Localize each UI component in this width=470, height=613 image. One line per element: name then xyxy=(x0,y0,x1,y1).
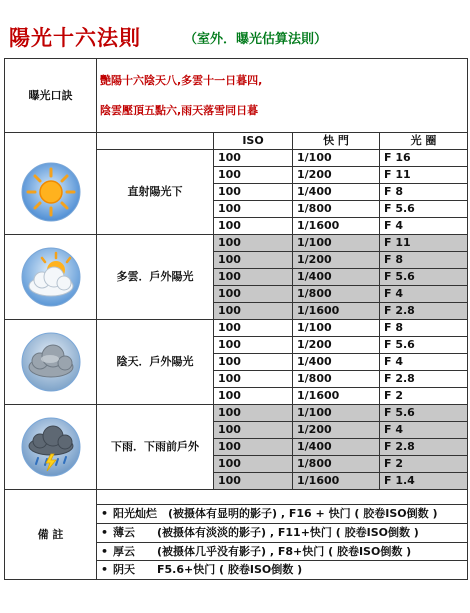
shutter-cell: 1/400 xyxy=(293,269,380,286)
aperture-cell: F 4 xyxy=(380,354,468,371)
shutter-cell: 1/200 xyxy=(293,252,380,269)
weather-cell xyxy=(5,320,97,405)
shutter-cell: 1/200 xyxy=(293,167,380,184)
note-item xyxy=(97,542,468,561)
shutter-cell: 1/200 xyxy=(293,337,380,354)
aperture-cell: F 2.8 xyxy=(380,439,468,456)
aperture-cell: F 8 xyxy=(380,320,468,337)
note-text: 阳光灿烂 (被摄体有显明的影子) , F16 + 快门 ( 胶卷ISO倒数 ) xyxy=(113,507,438,521)
aperture-cell: F 4 xyxy=(380,218,468,235)
note-spacer-row xyxy=(5,490,468,505)
aperture-cell: F 5.6 xyxy=(380,405,468,422)
iso-cell: 100 xyxy=(214,354,293,371)
partly-cloudy-icon xyxy=(5,246,96,308)
cloudy-icon xyxy=(5,331,96,393)
condition-label: 下雨．下雨前戶外 xyxy=(97,405,214,490)
aperture-cell: F 5.6 xyxy=(380,269,468,286)
bullet: • xyxy=(101,525,109,539)
column-header-aperture: 光 圈 xyxy=(380,133,468,150)
aperture-cell: F 2.8 xyxy=(380,303,468,320)
aperture-cell: F 5.6 xyxy=(380,201,468,218)
shutter-cell: 1/100 xyxy=(293,320,380,337)
shutter-cell: 1/1600 xyxy=(293,473,380,490)
weather-cell xyxy=(5,235,97,320)
page-title: 陽光十六法則 xyxy=(9,26,141,50)
iso-cell: 100 xyxy=(214,201,293,218)
shutter-cell: 1/200 xyxy=(293,422,380,439)
header-blank-condition xyxy=(97,133,214,150)
aperture-cell: F 2 xyxy=(380,456,468,473)
note-text: 厚云 (被摄体几乎没有影子) , F8+快门 ( 胶卷ISO倒数 ) xyxy=(113,544,412,558)
iso-cell: 100 xyxy=(214,456,293,473)
aperture-cell: F 2.8 xyxy=(380,371,468,388)
bullet: • xyxy=(101,563,109,577)
note-item xyxy=(97,524,468,543)
shutter-cell: 1/1600 xyxy=(293,218,380,235)
shutter-cell: 1/1600 xyxy=(293,388,380,405)
aperture-cell: F 1.4 xyxy=(380,473,468,490)
aperture-cell: F 8 xyxy=(380,252,468,269)
aperture-cell: F 2 xyxy=(380,388,468,405)
aperture-cell: F 5.6 xyxy=(380,337,468,354)
weather-cell xyxy=(5,405,97,490)
shutter-cell: 1/100 xyxy=(293,150,380,167)
table-row xyxy=(5,405,468,422)
iso-cell: 100 xyxy=(214,371,293,388)
shutter-cell: 1/400 xyxy=(293,354,380,371)
iso-cell: 100 xyxy=(214,320,293,337)
rhyme-line-1: 艷陽十六陰天八,多雲十一日暮四, xyxy=(100,73,263,87)
iso-cell: 100 xyxy=(214,422,293,439)
iso-cell: 100 xyxy=(214,405,293,422)
note-item xyxy=(97,505,468,524)
condition-label: 直射陽光下 xyxy=(97,150,214,235)
notes-label: 備 註 xyxy=(5,490,97,580)
shutter-cell: 1/800 xyxy=(293,456,380,473)
shutter-cell: 1/400 xyxy=(293,184,380,201)
page-subtitle: （室外．曝光估算法則） xyxy=(184,32,328,47)
iso-cell: 100 xyxy=(214,388,293,405)
iso-cell: 100 xyxy=(214,184,293,201)
note-text: 阴天 F5.6+快门 ( 胶卷ISO倒数 ) xyxy=(113,563,303,577)
table-row xyxy=(5,320,468,337)
rhyme-label: 曝光口訣 xyxy=(5,59,97,133)
column-header-iso: ISO xyxy=(214,133,293,150)
note-spacer xyxy=(97,490,468,505)
column-header-shutter: 快 門 xyxy=(293,133,380,150)
shutter-cell: 1/100 xyxy=(293,405,380,422)
storm-icon xyxy=(5,416,96,478)
condition-label: 多雲．戶外陽光 xyxy=(97,235,214,320)
condition-label: 陰天．戶外陽光 xyxy=(97,320,214,405)
iso-cell: 100 xyxy=(214,439,293,456)
weather-cell xyxy=(5,150,97,235)
note-text: 薄云 (被摄体有淡淡的影子) , F11+快门 ( 胶卷ISO倒数 ) xyxy=(113,525,419,539)
iso-cell: 100 xyxy=(214,218,293,235)
sun-icon xyxy=(5,161,96,223)
bullet: • xyxy=(101,507,109,521)
shutter-cell: 1/800 xyxy=(293,201,380,218)
rhyme-line-2: 陰雲壓頂五點六,雨天落雪同日暮 xyxy=(100,103,259,117)
aperture-cell: F 8 xyxy=(380,184,468,201)
aperture-cell: F 16 xyxy=(380,150,468,167)
bullet: • xyxy=(101,544,109,558)
table-header-row xyxy=(5,133,468,150)
table-row xyxy=(5,235,468,252)
aperture-cell: F 11 xyxy=(380,167,468,184)
iso-cell: 100 xyxy=(214,473,293,490)
iso-cell: 100 xyxy=(214,167,293,184)
shutter-cell: 1/100 xyxy=(293,235,380,252)
shutter-cell: 1/800 xyxy=(293,371,380,388)
rhyme-row xyxy=(5,59,468,133)
header-blank-image xyxy=(5,133,97,150)
iso-cell: 100 xyxy=(214,337,293,354)
iso-cell: 100 xyxy=(214,252,293,269)
iso-cell: 100 xyxy=(214,235,293,252)
shutter-cell: 1/800 xyxy=(293,286,380,303)
exposure-table xyxy=(4,58,468,580)
rhyme-text xyxy=(97,59,468,133)
shutter-cell: 1/1600 xyxy=(293,303,380,320)
iso-cell: 100 xyxy=(214,150,293,167)
iso-cell: 100 xyxy=(214,269,293,286)
iso-cell: 100 xyxy=(214,286,293,303)
aperture-cell: F 11 xyxy=(380,235,468,252)
header xyxy=(4,8,462,56)
table-row xyxy=(5,150,468,167)
shutter-cell: 1/400 xyxy=(293,439,380,456)
aperture-cell: F 4 xyxy=(380,286,468,303)
aperture-cell: F 4 xyxy=(380,422,468,439)
note-item xyxy=(97,561,468,580)
iso-cell: 100 xyxy=(214,303,293,320)
